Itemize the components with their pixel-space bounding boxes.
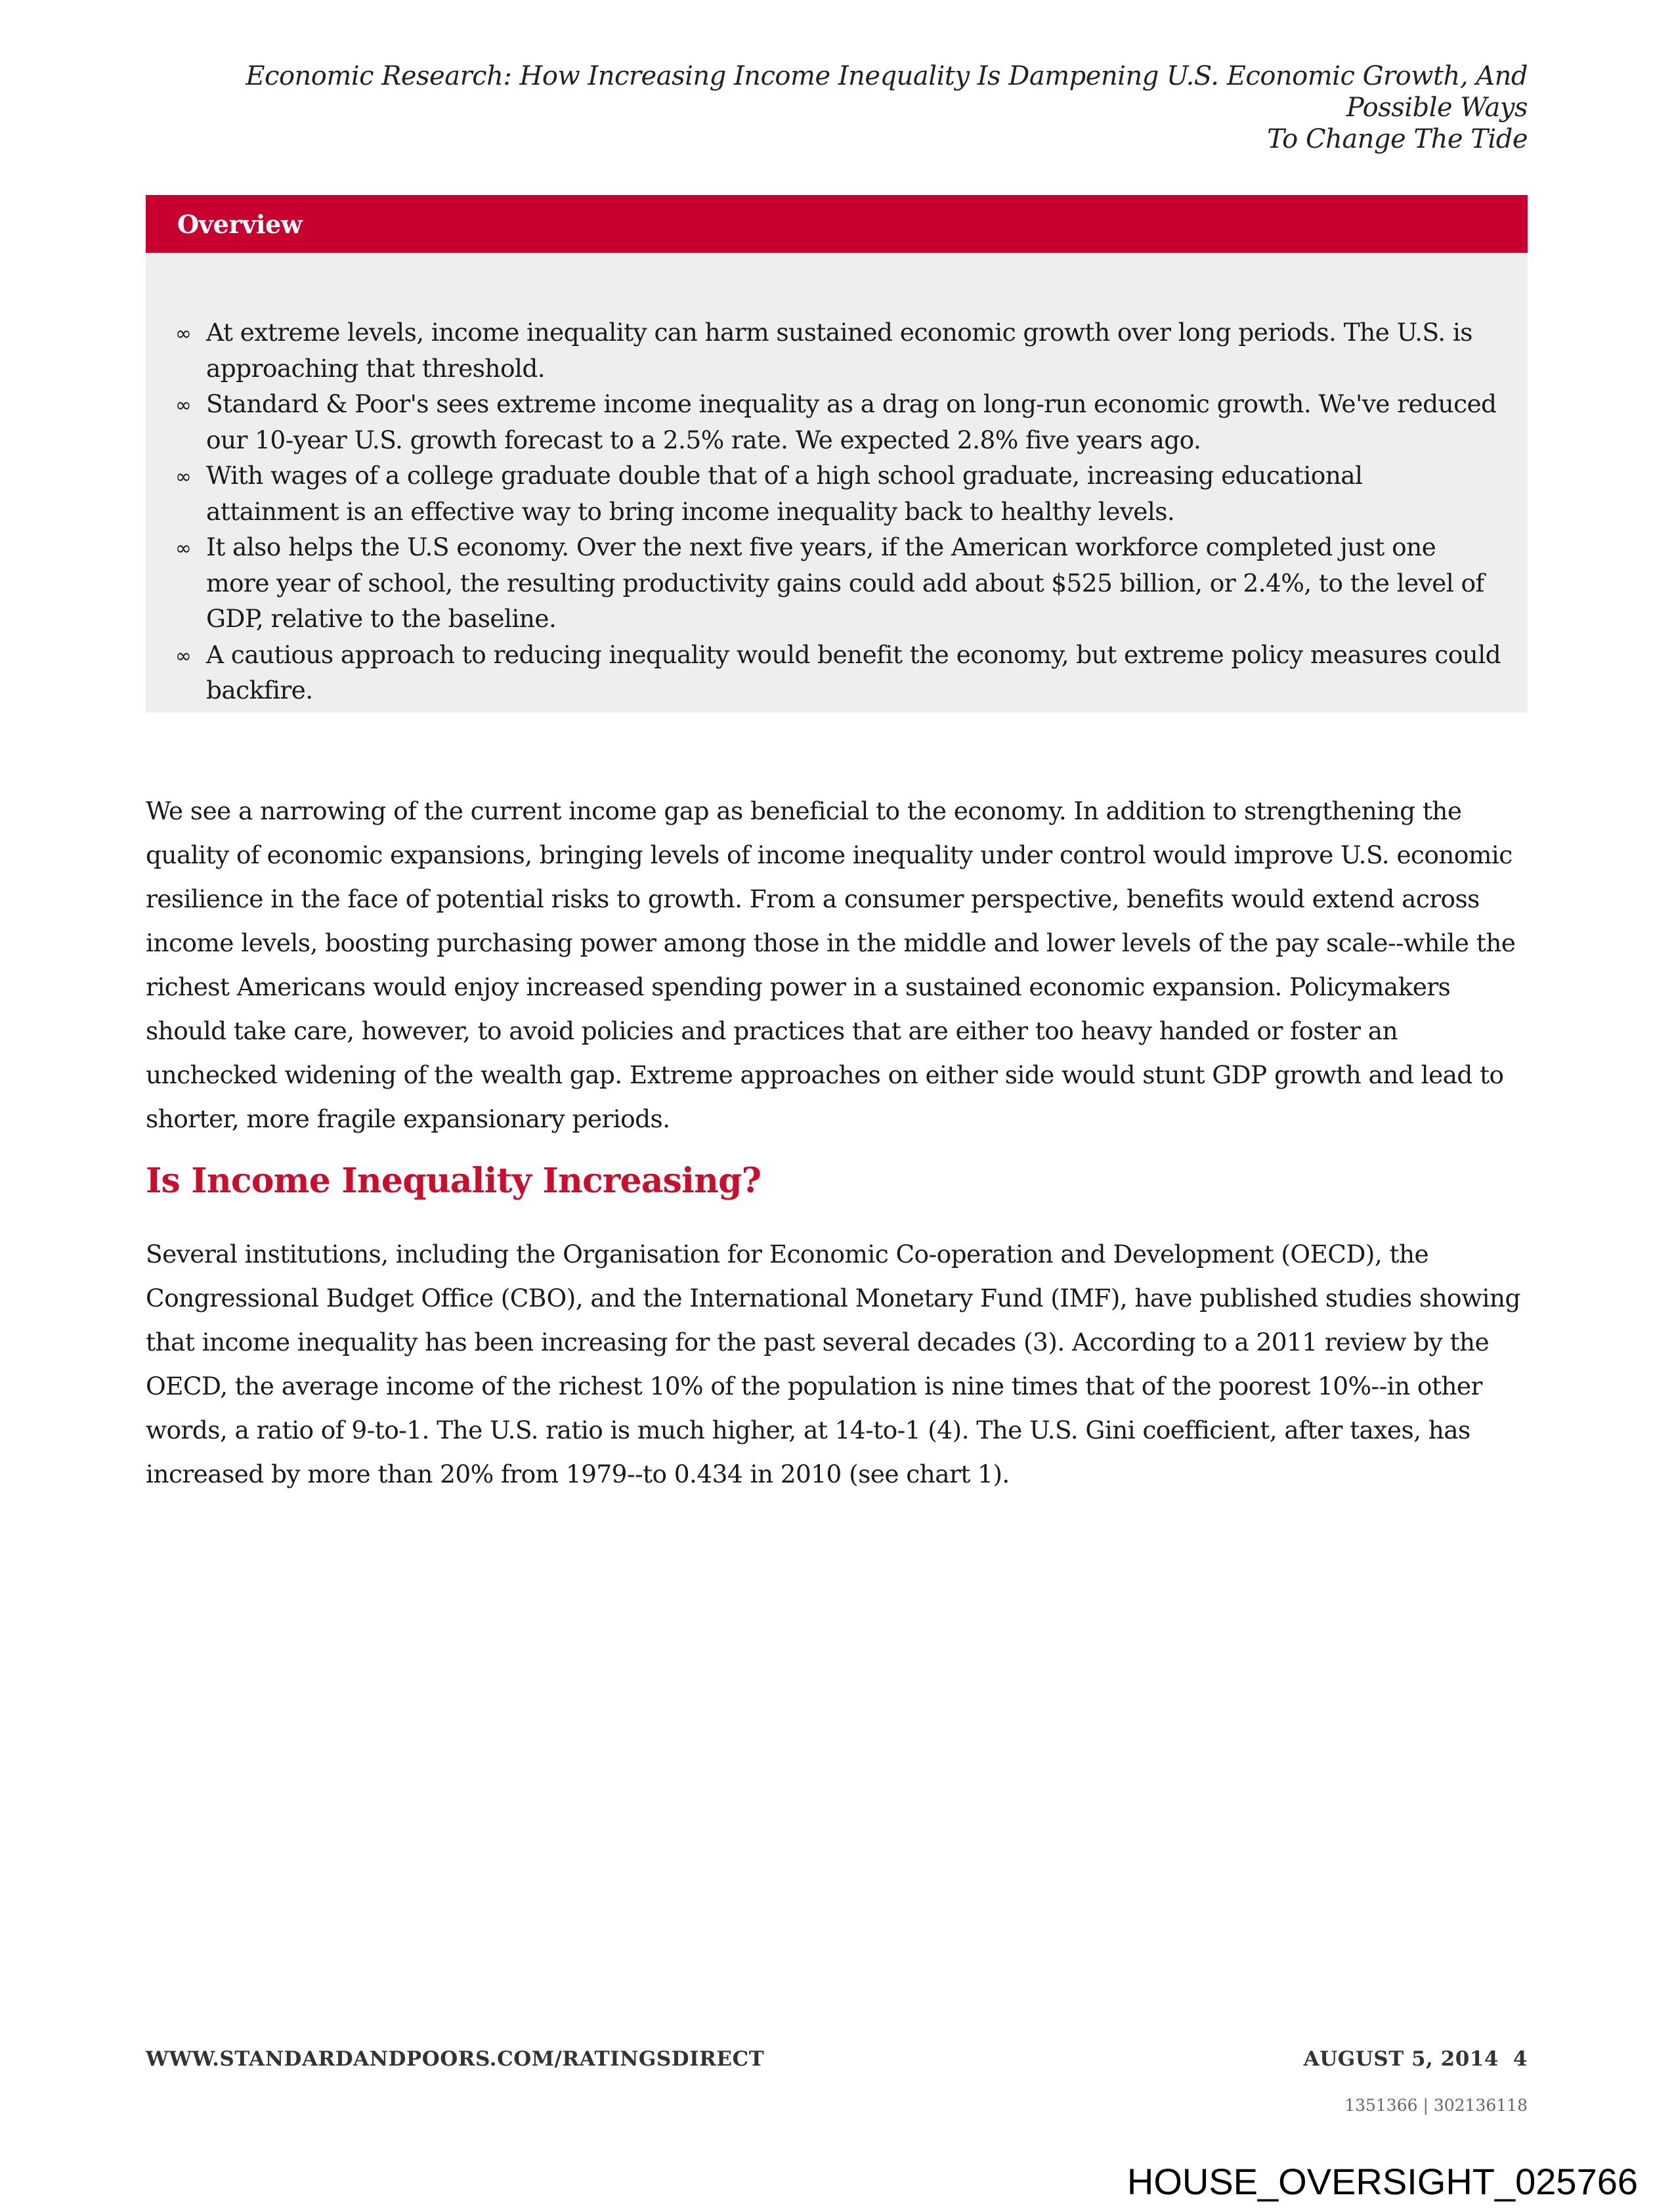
- running-header: [146, 60, 1528, 155]
- body-paragraph-1: We see a narrowing of the current income gap as beneficial to the economy. In addition to strengthening the quality of economic expansions, bringing levels of income inequality under control would improve U.S. economic resilience in the face of potential risks to growth. From a consumer perspective, benefits would extend across income levels, boosting purchasing power among those in the middle and lower levels of the pay scale--while the richest Americans would enjoy increased spending power in a sustained economic expansion. Policymakers should take care, however, to avoid policies and practices that are either too heavy handed or foster an unchecked widening of the wealth gap. Extreme approaches on either side would stunt GDP growth and lead to shorter, more fragile expansionary periods.: [146, 796, 1516, 1133]
- infinity-bullet-icon: ∞: [175, 644, 192, 668]
- overview-title: Overview: [177, 209, 303, 239]
- overview-title-bar: [146, 195, 1528, 253]
- footer-date-page: [1304, 2047, 1528, 2071]
- overview-bullet-text: With wages of a college graduate double that of a high school graduate, increasing educational attainment is an effective way to bring income inequality back to healthy levels.: [206, 461, 1363, 526]
- document-ids: 1351366 | 302136118: [1344, 2096, 1528, 2115]
- bates-stamp: HOUSE_OVERSIGHT_025766: [1127, 2161, 1638, 2202]
- footer-date: AUGUST 5, 2014: [1303, 2047, 1499, 2071]
- running-title-line-2: To Change The Tide: [1267, 124, 1528, 154]
- overview-bullet-text: At extreme levels, income inequality can harm sustained economic growth over long periods. The U.S. is approaching that threshold.: [206, 318, 1472, 383]
- overview-bullet-text: A cautious approach to reducing inequality would benefit the economy, but extreme policy measures could backfire.: [206, 640, 1501, 705]
- overview-bullet: [175, 458, 1501, 529]
- running-title-line-1: Economic Research: How Increasing Income Inequality Is Dampening U.S. Economic Growth, And Possible Ways: [246, 61, 1528, 123]
- footer-url: WWW.STANDARDANDPOORS.COM/RATINGSDIRECT: [146, 2047, 765, 2071]
- overview-bullet: [175, 314, 1501, 386]
- overview-bullet: [175, 529, 1501, 637]
- page-number: 4: [1513, 2047, 1528, 2071]
- overview-bullet-text: Standard & Poor's sees extreme income inequality as a drag on long-run economic growth. We've reduced our 10-year U.S. growth forecast to a 2.5% rate. We expected 2.8% five years ago.: [206, 389, 1497, 454]
- infinity-bullet-icon: ∞: [175, 537, 192, 560]
- body-paragraph-2: Several institutions, including the Organisation for Economic Co-operation and Development (OECD), the Congressional Budget Office (CBO), and the International Monetary Fund (IMF), have published studies showing that income inequality has been increasing for the past several decades (3). According to a 2011 review by the OECD, the average income of the richest 10% of the population is nine times that of the poorest 10%--in other words, a ratio of 9-to-1. The U.S. ratio is much higher, at 14-to-1 (4). The U.S. Gini coefficient, after taxes, has increased by more than 20% from 1979--to 0.434 in 2010 (see chart 1).: [146, 1240, 1520, 1488]
- infinity-bullet-icon: ∞: [175, 466, 192, 488]
- overview-bullet-text: It also helps the U.S economy. Over the next five years, if the American workforce completed just one more year of school, the resulting productivity gains could add about $525 billion, or 2.4%, to the level of GDP, relative to the baseline.: [206, 532, 1484, 633]
- section-heading: Is Income Inequality Increasing?: [146, 1161, 762, 1201]
- overview-bullet: [175, 637, 1501, 708]
- infinity-bullet-icon: ∞: [175, 394, 192, 417]
- overview-bullet: [175, 386, 1501, 458]
- overview-bullet-list: [146, 253, 1528, 712]
- infinity-bullet-icon: ∞: [175, 322, 192, 345]
- overview-box: [146, 195, 1528, 712]
